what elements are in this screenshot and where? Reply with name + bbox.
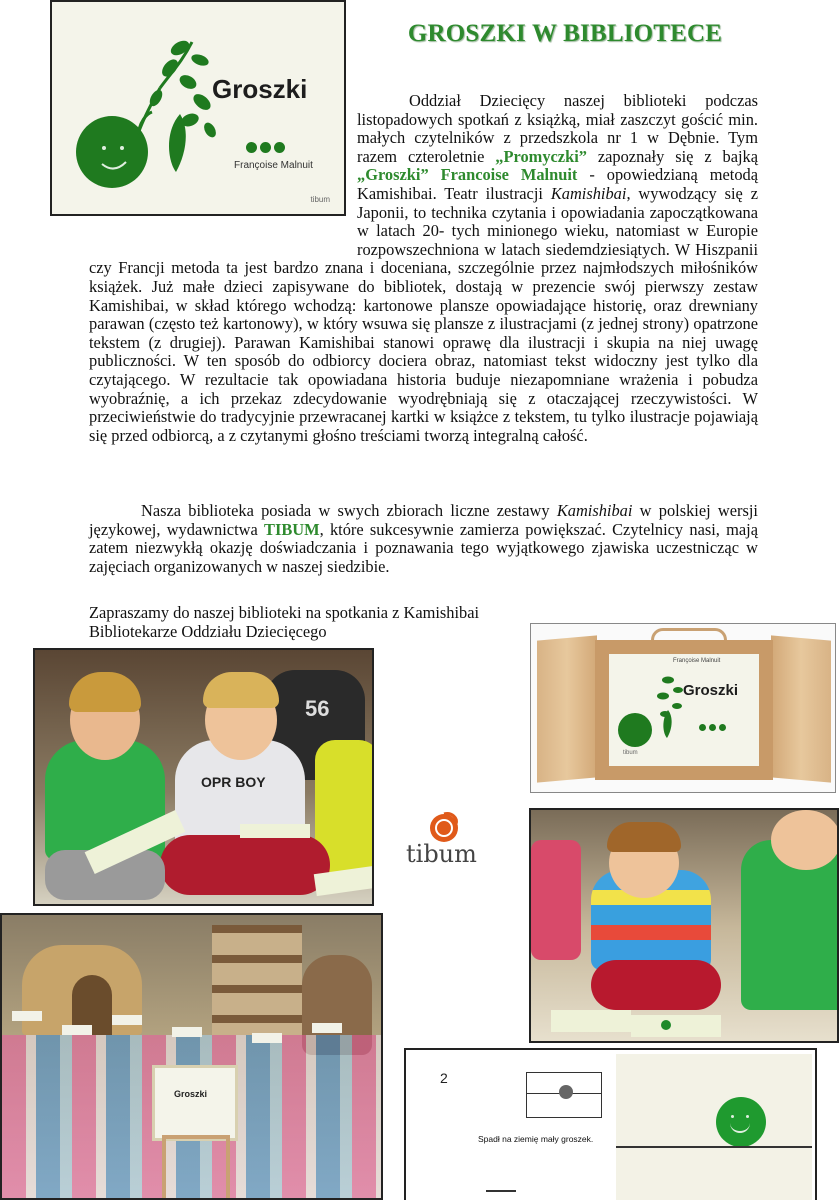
book-title-highlight: „Groszki” Francoise Malnuit — [357, 165, 578, 185]
theater-card-title: Groszki — [683, 682, 739, 699]
book-page-two — [404, 1048, 817, 1200]
card-title: Groszki — [174, 1089, 208, 1099]
pea-character-icon — [716, 1097, 766, 1147]
intro-paragraph: Oddział Dziecięcy naszej biblioteki podczas listopadowych spotkań z książką, miał zaszczyt gościć min. małych czytelników z przedszkola nr 1 w Dębnie. Tym razem czteroletnie „Promyczki” zapoznały się z bajką „Groszki” Francoise Malnuit - opowiedzianą metodą Kamishibai. Teatr ilustracji Kamishibai, wywodzący się z Japonii, to technika czytania i opowiadania zapoczątkowana w latach 20- tych minionego wieku, natomiast w Europie rozpowszechniona w latach siedemdziesiątych. W Hiszpanii czy Francji metoda ta jest bardzo znana i doceniana, szczególnie przez najmłodszych miłośników książek. Już małe dzieci zapisywane do bibliotek, dostają w prezencie swój pierwszy zestaw Kamishibai, w skład którego wchodzą: kartonowe plansze opowiadające historię, oraz drewniany parawan (często też kartonowy), w który wsuwa się plansze z ilustracjami (z jednej strony) opatrzone tekstem (z drugiej). Parawan Kamishibai stanowi oprawę dla ilustracji i skupia na niej uwagę publiczności. W ten sposób do odbiorcy dociera obraz, natomiast tekst widoczny jest tylko dla czytającego. W rezultacie tak opowiadana historia buduje niezapomniane wrażenia i pobudza wyobraźnię, a ich przekaz zdecydowanie wyodrębniają się z otaczającej rzeczywistości. W przeciwieństwie do tradycyjnie przewracanej kartki w książce z tekstem, tu tylko ilustracje pojawiają się przed odbiorcą, a z czytanymi głośno treściami tworzą integralną całość. — [89, 91, 759, 445]
page-caption: Spadł na ziemię mały groszek. — [478, 1134, 594, 1144]
shirt-number: 56 — [305, 696, 330, 721]
pea-plant-icon — [613, 660, 693, 760]
tibum-logo-text: tibum — [406, 840, 477, 868]
invitation-line: Zapraszamy do naszej biblioteki na spotkania z Kamishibai — [89, 603, 480, 622]
photo-group-with-cards — [0, 913, 383, 1200]
shirt-text: OPR BOY — [201, 774, 266, 790]
publisher-highlight: TIBUM — [264, 519, 320, 539]
page-number: 2 — [440, 1070, 448, 1086]
tibum-logo — [404, 810, 486, 872]
collection-paragraph: Nasza biblioteka posiada w swych zbiorach liczne zestawy Kamishibai w polskiej wersji językowej, wydawnictwa TIBUM, które sukcesywnie zamierza powiększać. Czytelnicy nasi, mają zatem niezwykłą okazję doświadczania i poznawania tego wyjątkowego zjawiska uczestnicząc w zajęciach organizowanych w naszej siedzibie. — [89, 501, 758, 576]
cover-publisher: tibum — [310, 195, 330, 204]
signature-line: Bibliotekarze Oddziału Dziecięcego — [89, 621, 327, 641]
closing-note — [89, 604, 549, 641]
page-title: GROSZKI W BIBLIOTECE — [407, 20, 723, 47]
photo-children-sitting — [33, 648, 374, 906]
group-name: „Promyczki” — [495, 146, 587, 166]
three-peas-icon — [699, 724, 726, 731]
cover-author: Françoise Malnuit — [234, 160, 313, 171]
cover-title: Groszki — [212, 74, 308, 104]
photo-kamishibai-theater: Françoise Malnuit Groszki tibum — [530, 623, 836, 793]
photo-children-floor — [529, 808, 839, 1043]
